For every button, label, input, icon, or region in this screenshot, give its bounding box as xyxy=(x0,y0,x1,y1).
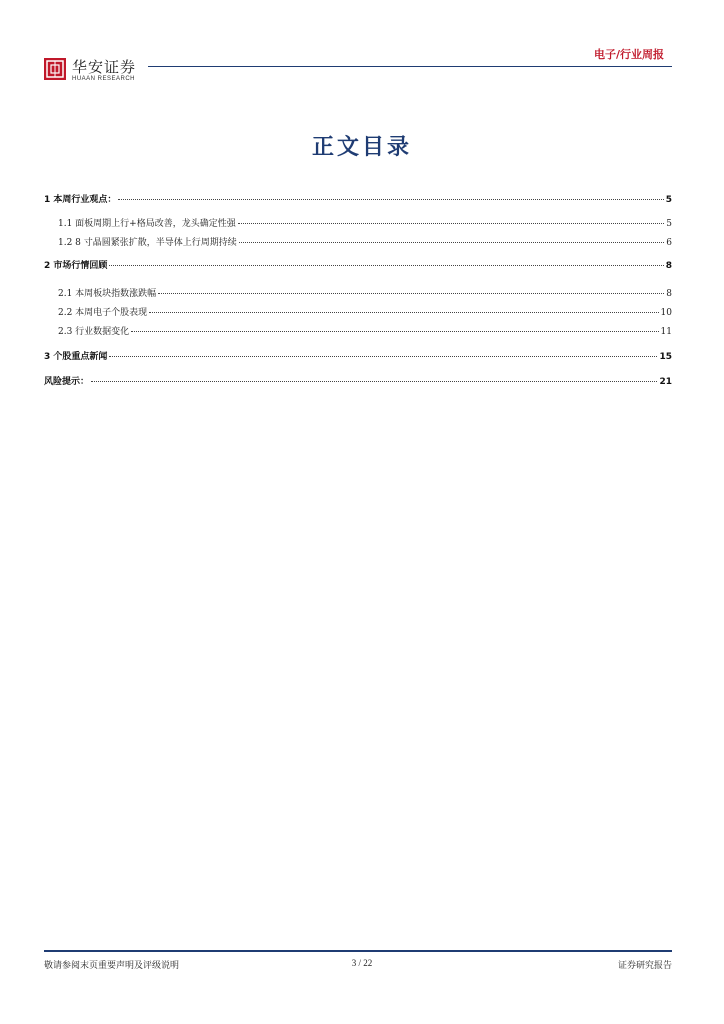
toc-entry[interactable] xyxy=(44,307,672,319)
footer-label: 证券研究报告 xyxy=(617,961,672,971)
toc-entry[interactable] xyxy=(44,260,672,272)
toc-leader-dots xyxy=(109,265,663,266)
toc-leader-dots xyxy=(131,331,658,332)
toc-entry-page: 5 xyxy=(666,219,672,229)
toc-entry-page: 15 xyxy=(659,352,672,362)
toc-entry-label: 风险提示： xyxy=(44,377,90,387)
toc-entry-label: 2 市场行情回顾 xyxy=(44,261,108,271)
toc-leader-dots xyxy=(118,199,663,200)
report-category: 电子/行业周报 xyxy=(593,48,664,61)
toc-leader-dots xyxy=(91,381,657,382)
header-divider xyxy=(148,66,672,67)
toc-entry-label: 2.1 本周板块指数涨跌幅 xyxy=(58,289,157,299)
footer-disclaimer: 敬请参阅末页重要声明及评级说明 xyxy=(44,961,180,971)
toc-entry-label: 3 个股重点新闻 xyxy=(44,352,108,362)
toc-leader-dots xyxy=(238,223,665,224)
toc-leader-dots xyxy=(239,242,665,243)
logo-text: 华安证券 xyxy=(72,58,137,76)
page-number: 3 / 22 xyxy=(351,958,373,968)
toc-leader-dots xyxy=(158,293,664,294)
toc-entry-page: 5 xyxy=(665,195,672,205)
toc-title: 正文目录 xyxy=(311,135,412,160)
toc-entry[interactable] xyxy=(44,326,672,338)
toc-entry[interactable] xyxy=(44,376,672,388)
toc-entry-label: 2.3 行业数据变化 xyxy=(58,327,130,337)
toc-entry[interactable] xyxy=(44,288,672,300)
toc-entry-label: 1.2 8 寸晶圆紧张扩散，半导体上行周期持续 xyxy=(58,238,237,248)
toc-entry-page: 11 xyxy=(660,327,672,337)
toc-entry-page: 10 xyxy=(660,308,672,318)
toc-leader-dots xyxy=(149,312,658,313)
toc-entry-label: 1.1 面板周期上行+格局改善，龙头确定性强 xyxy=(58,219,236,229)
logo-icon xyxy=(44,58,66,80)
logo-subtext: HUAAN RESEARCH xyxy=(72,76,136,82)
toc-entry-page: 21 xyxy=(659,377,672,387)
footer-divider xyxy=(44,950,672,952)
toc-entry-label: 1 本周行业观点： xyxy=(44,195,117,205)
toc-entry[interactable] xyxy=(44,194,672,206)
toc-leader-dots xyxy=(109,356,657,357)
toc-entry-page: 8 xyxy=(665,261,672,271)
toc-entry[interactable] xyxy=(44,218,672,230)
toc-entry[interactable] xyxy=(44,351,672,363)
page-header xyxy=(0,0,724,90)
toc-entry-page: 8 xyxy=(666,289,672,299)
toc-entry-label: 2.2 本周电子个股表现 xyxy=(58,308,148,318)
toc-entry[interactable] xyxy=(44,237,672,249)
toc-entry-page: 6 xyxy=(666,238,672,248)
